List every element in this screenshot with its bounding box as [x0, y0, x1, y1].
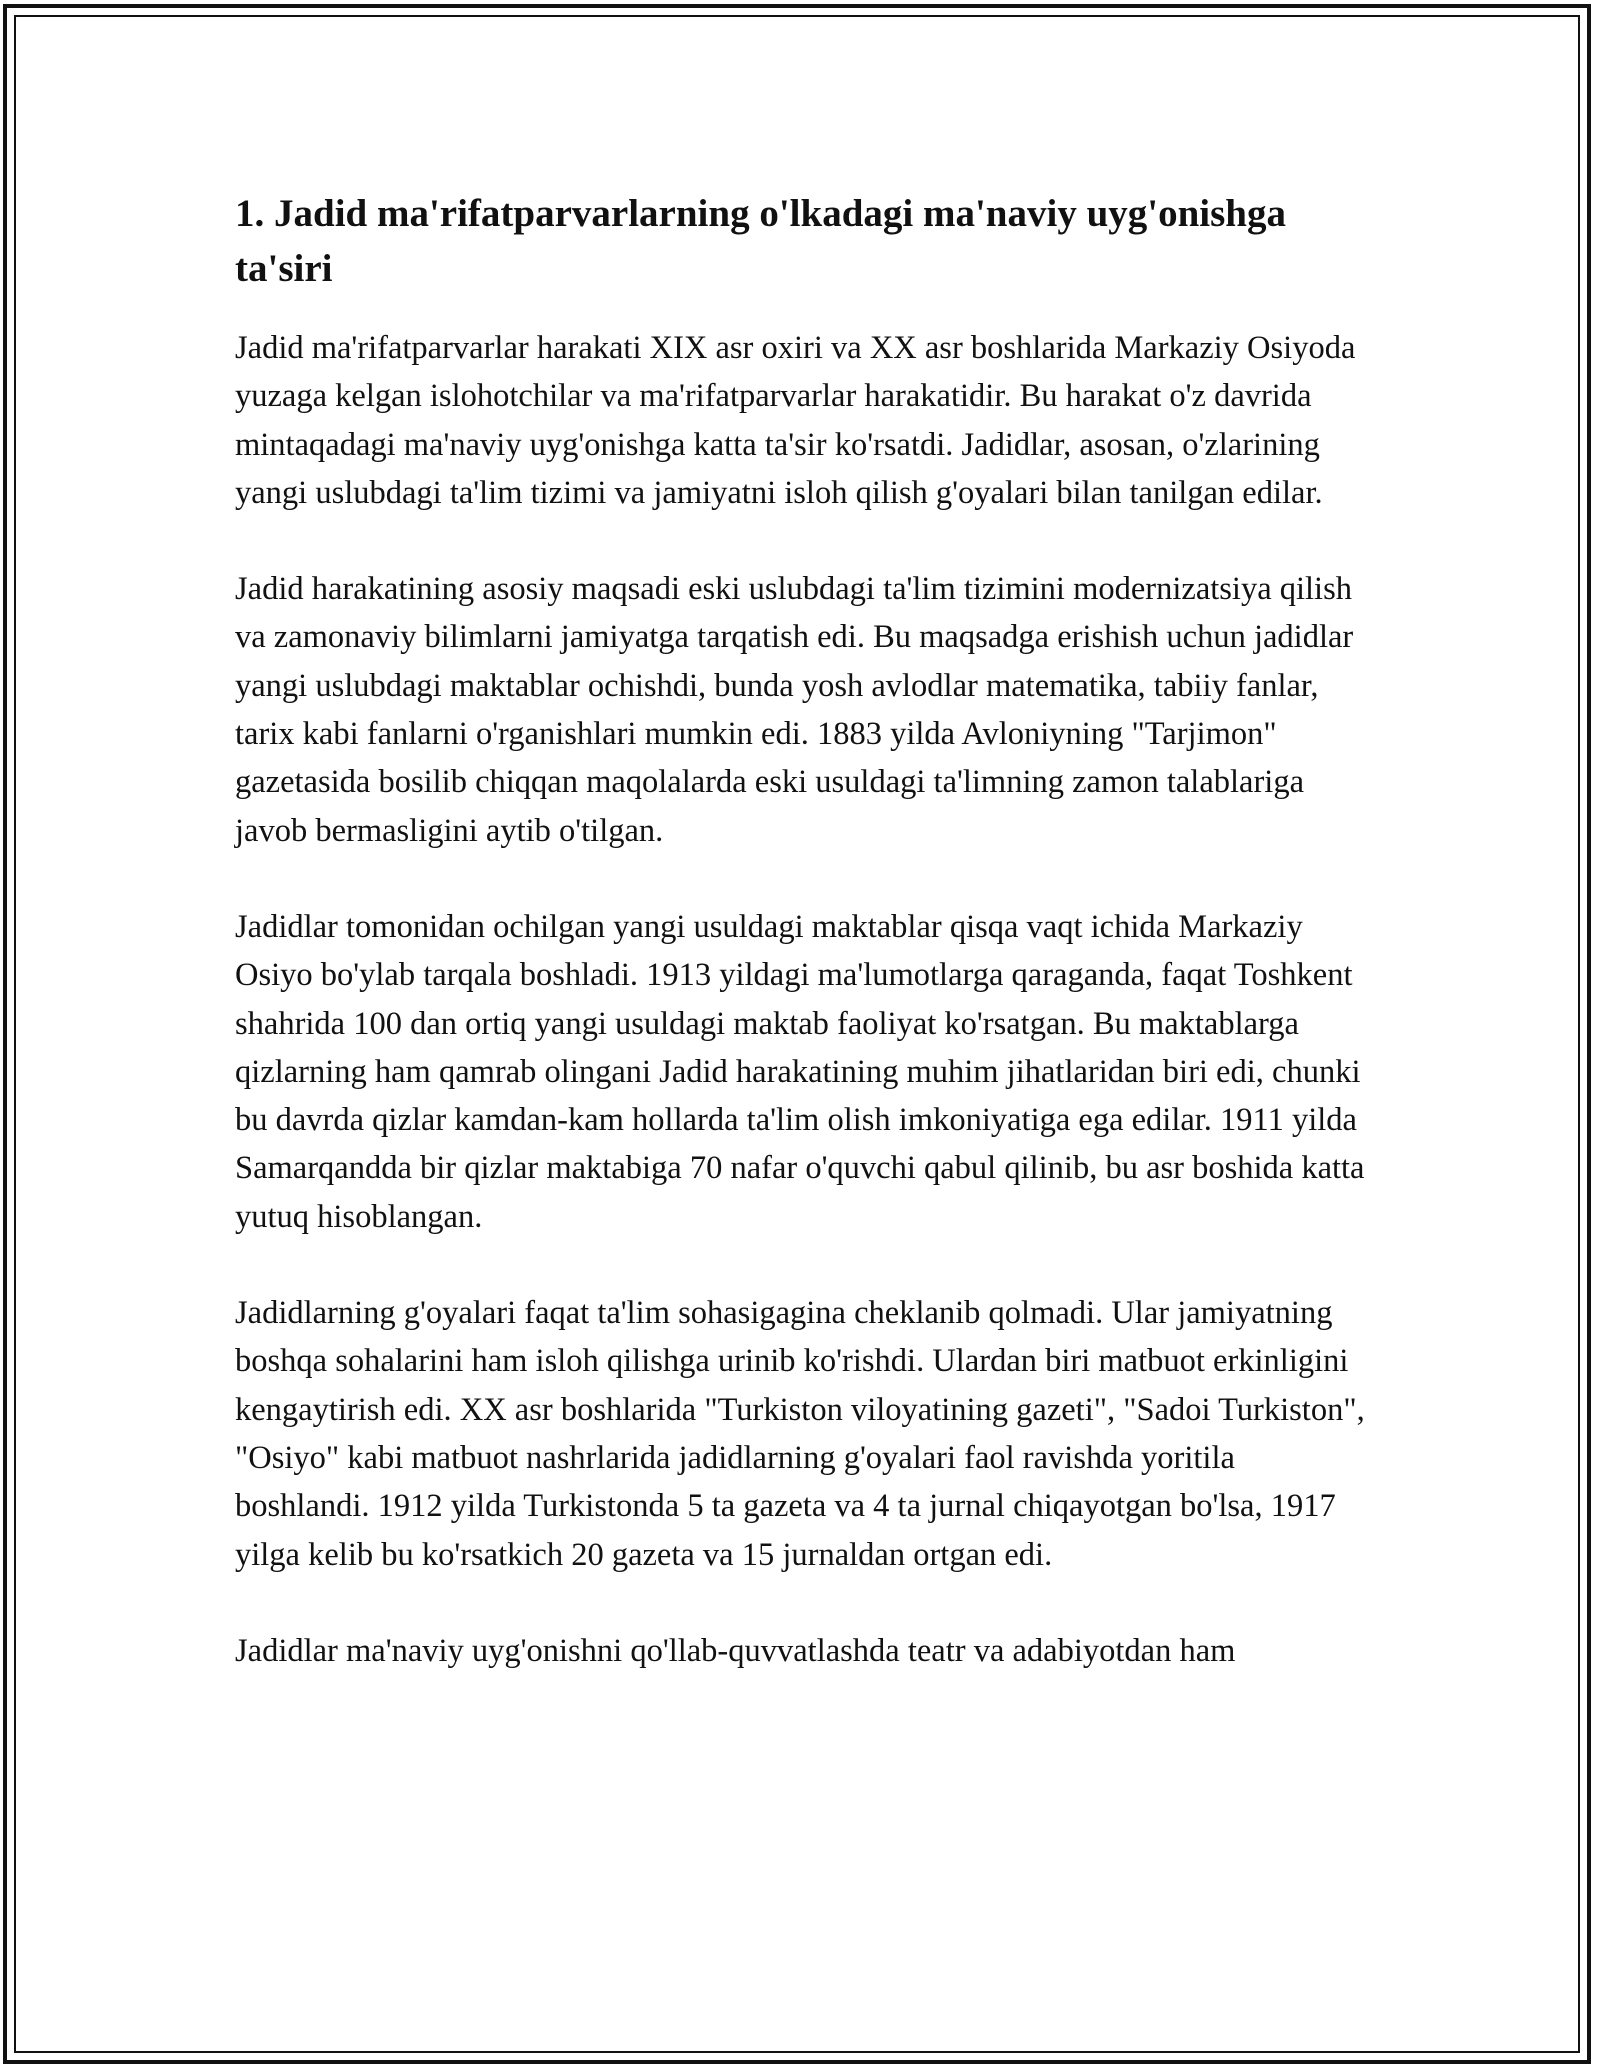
paragraph-5: Jadidlar ma'naviy uyg'onishni qo'llab-quvvatlashda teatr va adabiyotdan ham	[235, 1632, 1236, 1669]
document-body	[235, 186, 1375, 1723]
section-heading: 1. Jadid ma'rifatparvarlarning o'lkadagi ma'naviy uyg'onishga ta'siri	[235, 192, 1286, 290]
paragraph-2: Jadid harakatining asosiy maqsadi eski uslubdagi ta'lim tizimini modernizatsiya qilish va zamonaviy bilimlarni jamiyatga tarqatish edi. Bu maqsadga erishish uchun jadidlar yangi uslubdagi maktablar ochishdi, bunda yosh avlodlar matematika, tabiiy fanlar, tarix kabi fanlarni o'rganishlari mumkin edi. 1883 yilda Avloniyning "Tarjimon" gazetasida bosilib chiqqan maqolalarda eski usuldagi ta'limning zamon talablariga javob bermasligini aytib o'tilgan.	[235, 571, 1354, 849]
paragraph-4: Jadidlarning g'oyalari faqat ta'lim sohasigagina cheklanib qolmadi. Ular jamiyatning boshqa sohalarini ham isloh qilishga urinib ko'rishdi. Ulardan biri matbuot erkinligini kengaytirish edi. XX asr boshlarida "Turkiston viloyatining gazeti", "Sadoi Turkiston", "Osiyo" kabi matbuot nashrlarida jadidlarning g'oyalari faol ravishda yoritila boshlandi. 1912 yilda Turkistonda 5 ta gazeta va 4 ta jurnal chiqayotgan bo'lsa, 1917 yilga kelib bu ko'rsatkich 20 gazeta va 15 jurnaldan ortgan edi.	[235, 1295, 1365, 1573]
paragraph-3: Jadidlar tomonidan ochilgan yangi usuldagi maktablar qisqa vaqt ichida Markaziy Osiyo bo'ylab tarqala boshladi. 1913 yildagi ma'lumotlarga qaraganda, faqat Toshkent shahrida 100 dan ortiq yangi usuldagi maktab faoliyat ko'rsatgan. Bu maktablarga qizlarning ham qamrab olingani Jadid harakatining muhim jihatlaridan biri edi, chunki bu davrda qizlar kamdan-kam hollarda ta'lim olish imkoniyatiga ega edilar. 1911 yilda Samarqandda bir qizlar maktabiga 70 nafar o'quvchi qabul qilinib, bu asr boshida katta yutuq hisoblangan.	[235, 908, 1365, 1235]
paragraph-1: Jadid ma'rifatparvarlar harakati XIX asr oxiri va XX asr boshlarida Markaziy Osiyoda yuzaga kelgan islohotchilar va ma'rifatparvarlar harakatidir. Bu harakat o'z davrida mintaqadagi ma'naviy uyg'onishga katta ta'sir ko'rsatdi. Jadidlar, asosan, o'zlarining yangi uslubdagi ta'lim tizimi va jamiyatni isloh qilish g'oyalari bilan tanilgan edilar.	[235, 330, 1356, 511]
